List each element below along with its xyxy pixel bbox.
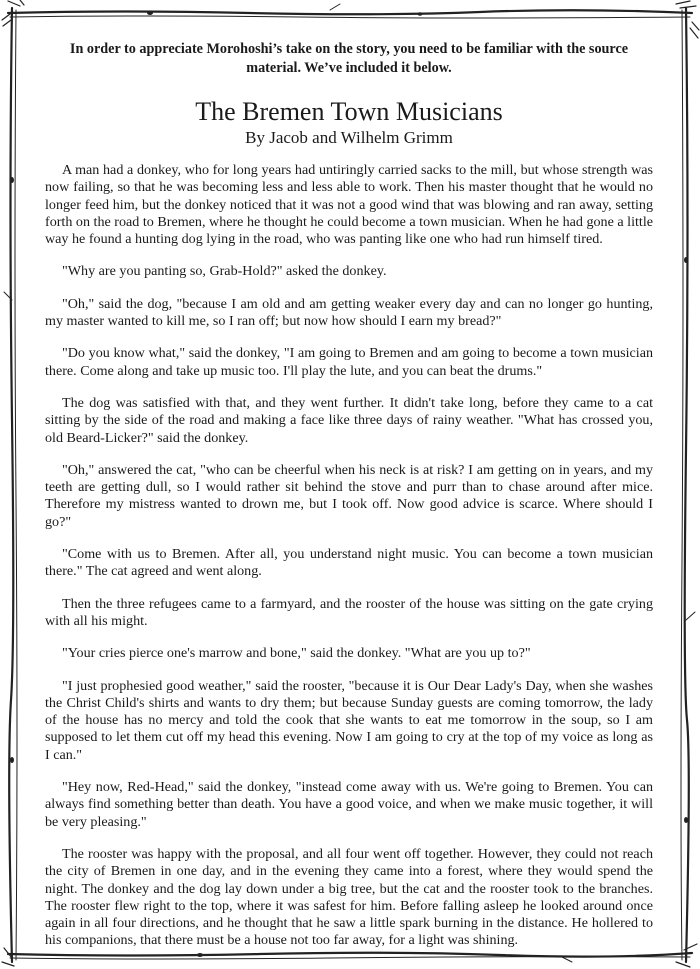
story-paragraph: "Oh," said the dog, "because I am old and am getting weaker every day and can no longer go hunting, my master wanted to kill me, so I ran off; but now how should I earn my bread?" [45,295,653,330]
story-paragraph: The rooster was happy with the proposal, and all four went off together. However, they could not reach the city of Bremen in one day, and in the evening they came into a forest, where they would spend the night. The donkey and the dog lay down under a big tree, but the cat and the rooster took to the branches. The rooster flew right to the top, where it was safest for him. Before falling asleep he looked around once again in all four directions, and he thought that he saw a little spark burning in the distance. He hollered to his companions, that there must be a house not too far away, for a light was shining. [45,845,653,949]
frame-left-branch [9,8,13,962]
intro-note: In order to appreciate Morohoshi’s take on the story, you need to be familiar with the source material. We’ve included it below. [69,41,629,76]
story-paragraph: "I just prophesied good weather," said the rooster, "because it is Our Dear Lady's Day, when she washes the Christ Child's shirts and wants to dry them; but because Sunday guests are coming tomorrow, the lady of the house has no mercy and told the cook that she wants to eat me tomorrow in the soup, so I am supposed to let them cut off my head this evening. Now I am going to cry at the top of my voice as long as I can." [45,677,653,763]
story-paragraph: "Hey now, Red-Head," said the donkey, "instead come away with us. We're going to Bremen. You can always find something better than death. You have a good voice, and when we make music together, it will be very pleasing." [45,779,653,830]
story-paragraph: "Come with us to Bremen. After all, you understand night music. You can become a town musician there." The cat agreed and went along. [45,546,653,580]
story-paragraph: "Why are you panting so, Grab-Hold?" asked the donkey. [62,263,387,280]
story-paragraph: The dog was satisfied with that, and they went further. It didn't take long, before they came to a cat sitting by the side of the road and making a face like three days of rainy weather. "What has crossed you, old Beard-Licker?" said the donkey. [45,394,653,446]
story-paragraph: Then the three refugees came to a farmyard, and the rooster of the house was sitting on the gate crying with all his might. [45,595,653,629]
document-page [45,40,653,965]
story-paragraph: A man had a donkey, who for long years had untiringly carried sacks to the mill, but whose strength was now failing, so that he was becoming less and less able to work. Then his master thought that he would no longer feed him, but the donkey noticed that it was not a good wind that was blowing and ran away, setting forth on the road to Bremen, where he thought he could become a town musician. When he had gone a little way he found a hunting dog lying in the road, who was panting like one who had run himself tired. [45,162,653,248]
story-paragraph: "Do you know what," said the donkey, "I am going to Bremen and am going to become a town musician there. Come along and take up music too. I'll play the lute, and you can beat the drums." [45,345,653,379]
story-paragraph: "Oh," answered the cat, "who can be cheerful when his neck is at risk? I am getting on in years, and my teeth are getting dull, so I would rather sit behind the stove and purr than to chase around after mice. Therefore my mistress wanted to drown me, but I took off. Now good advice is scarce. Where should I go?" [45,461,653,530]
story-byline: By Jacob and Wilhelm Grimm [245,128,453,147]
story-paragraph: "Your cries pierce one's marrow and bone," said the donkey. "What are you up to?" [62,645,531,662]
story-body [45,162,653,950]
frame-top-branch [8,10,692,14]
story-title: The Bremen Town Musicians [195,97,503,126]
